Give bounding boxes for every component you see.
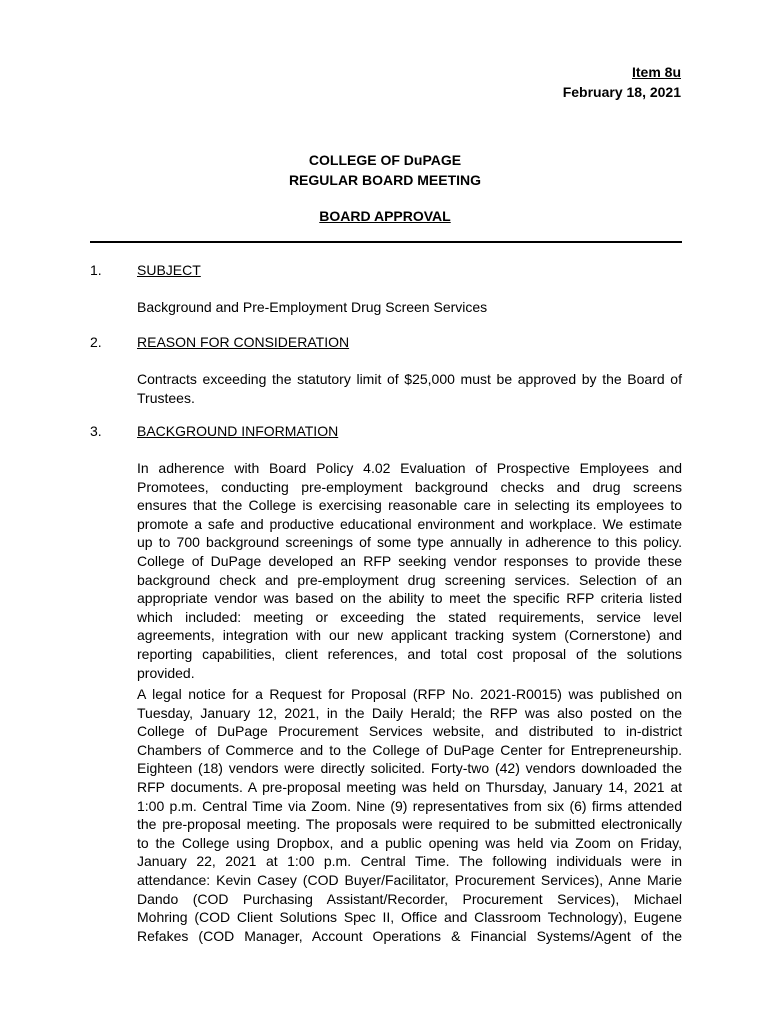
section-number: 1. (90, 262, 102, 278)
approval-heading: BOARD APPROVAL (319, 208, 451, 224)
body-line: College of DuPage Procurement Services website, and distributed to in-district (137, 723, 682, 740)
body-line: ensures that the College is exercising reasonable care in selecting its employees to (137, 497, 682, 514)
body-line: provided. (137, 664, 195, 681)
body-line: reporting capabilities, client references, and total cost proposal of the solutions (137, 645, 682, 662)
meeting-date: February 18, 2021 (562, 84, 681, 100)
body-line: which included: meeting or exceeding the stated requirements, service level (137, 608, 682, 625)
body-line: background check and pre-employment drug screening services. Selection of an (137, 571, 682, 588)
body-line: Eighteen (18) vendors were directly solicited. Forty-two (42) vendors downloaded the (137, 760, 682, 777)
body-line: the pre-proposal meeting. The proposals were required to be submitted electronically (137, 816, 682, 833)
body-line: attendance: Kevin Casey (COD Buyer/Facilitator, Procurement Services), Anne Marie (137, 871, 682, 888)
body-line: In adherence with Board Policy 4.02 Evaluation of Prospective Employees and (137, 460, 682, 476)
body-line: Refakes (COD Manager, Account Operations & Financial Systems/Agent of the (137, 927, 682, 944)
body-line: 1:00 p.m. Central Time via Zoom. Nine (9) representatives from six (6) firms attended (137, 797, 682, 814)
body-line: Trustees. (137, 389, 195, 406)
horizontal-divider (90, 241, 682, 243)
body-line: Contracts exceeding the statutory limit of $25,000 must be approved by the Board of (137, 371, 682, 387)
meeting-name: REGULAR BOARD MEETING (288, 172, 482, 188)
body-line: January 22, 2021 at 1:00 p.m. Central Time. The following individuals were in (137, 853, 682, 870)
section-heading: BACKGROUND INFORMATION (137, 423, 339, 439)
body-line: up to 700 background screenings of some type annually in adherence to this policy. (137, 534, 682, 551)
body-line: agreements, integration with our new applicant tracking system (Cornerstone) and (137, 627, 682, 644)
body-line: appropriate vendor was based on the ability to meet the specific RFP criteria listed (137, 590, 682, 607)
body-line: Chambers of Commerce and to the College of DuPage Center for Entrepreneurship. (137, 741, 682, 758)
body-line: Dando (COD Purchasing Assistant/Recorder, Procurement Services), Michael (137, 890, 682, 907)
body-line: to the College using Dropbox, and a public opening was held via Zoom on Friday, (137, 834, 682, 851)
body-line: A legal notice for a Request for Proposal (RFP No. 2021-R0015) was published on (137, 686, 682, 702)
section-number: 2. (90, 334, 102, 350)
section-heading: REASON FOR CONSIDERATION (137, 334, 350, 350)
document-header (563, 62, 681, 102)
section-body (137, 298, 682, 317)
section-number: 3. (90, 423, 102, 439)
background-paragraph-1 (137, 459, 682, 682)
item-number: Item 8u (631, 64, 681, 80)
body-line: College of DuPage developed an RFP seeking vendor responses to provide these (137, 552, 682, 569)
college-name: COLLEGE OF DuPAGE (308, 152, 462, 168)
document-title-block (0, 150, 770, 226)
body-line: promote a safe and productive educational environment and workplace. We estimate (137, 515, 682, 532)
section-heading: SUBJECT (137, 262, 201, 278)
background-paragraph-2 (137, 685, 682, 945)
body-line: Background and Pre-Employment Drug Screen Services (137, 299, 488, 315)
body-line: Promotees, conducting pre-employment background checks and drug screens (137, 478, 682, 495)
body-line: RFP documents. A pre-proposal meeting was held on Thursday, January 14, 2021 at (137, 778, 682, 795)
body-line: Mohring (COD Client Solutions Spec II, Office and Classroom Technology), Eugene (137, 909, 682, 926)
body-line: Tuesday, January 12, 2021, in the Daily Herald; the RFP was also posted on the (137, 704, 682, 721)
section-body (137, 370, 682, 407)
